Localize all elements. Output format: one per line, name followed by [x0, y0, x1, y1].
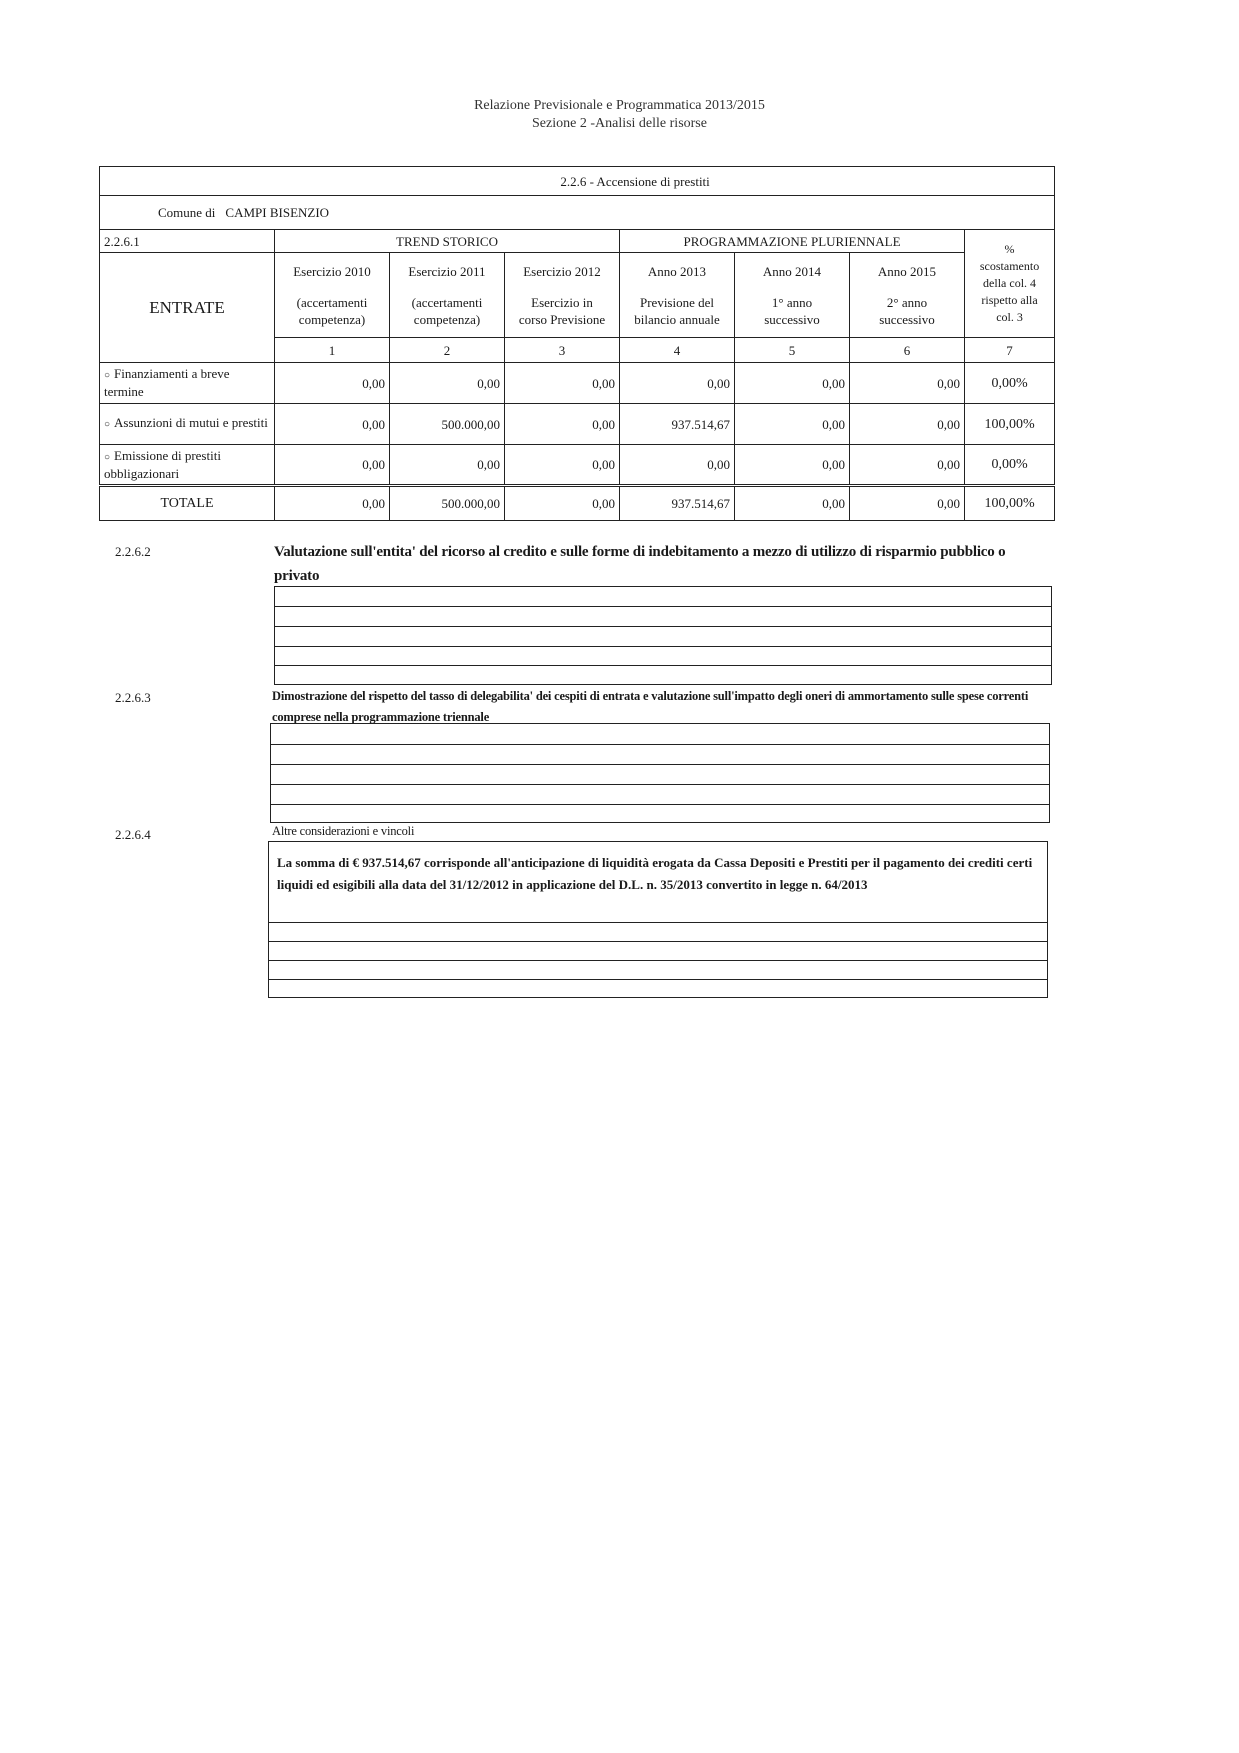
col-l2: Previsione del: [639, 294, 714, 310]
cell-value: 0,00: [850, 404, 965, 445]
total-value: 0,00: [735, 486, 850, 521]
total-value: 500.000,00: [390, 486, 505, 521]
row-label-text: Finanziamenti a breve termine: [104, 366, 230, 399]
col-l1: Esercizio 2010: [293, 263, 371, 279]
cell-value: 0,00: [620, 445, 735, 486]
row-label-text: Emissione di prestiti obbligazionari: [104, 447, 221, 481]
col-l1: Esercizio 2012: [523, 263, 601, 279]
column-number: 1: [275, 338, 390, 363]
total-value: 0,00: [850, 486, 965, 521]
cell-value: 0,00: [505, 404, 620, 445]
section-code-2263: 2.2.6.3: [115, 690, 151, 705]
comune-row: [100, 196, 1055, 230]
col-l3: competenza): [298, 311, 366, 327]
column-number: 5: [735, 338, 850, 363]
cell-pct: 100,00%: [965, 404, 1055, 445]
cell-value: 0,00: [275, 404, 390, 445]
col-l3: successivo: [879, 311, 935, 327]
pct-header: [965, 230, 1055, 338]
total-row: [100, 486, 1055, 521]
col-l3: competenza): [413, 311, 481, 327]
pct-header-l1: %: [1004, 242, 1015, 256]
document-header-subtitle: Sezione 2 -Analisi delle risorse: [532, 116, 707, 131]
col-l1: Anno 2014: [762, 263, 822, 279]
total-value: 0,00: [275, 486, 390, 521]
section-box-2264: [268, 841, 1048, 998]
table-row: [100, 363, 1055, 404]
table-row: [100, 445, 1055, 486]
cell-value: 0,00: [505, 445, 620, 486]
cell-value: 0,00: [390, 445, 505, 486]
total-label: TOTALE: [100, 486, 275, 521]
document-header-title: Relazione Previsionale e Programmatica 2013/2015: [474, 98, 765, 113]
entrate-header: ENTRATE: [100, 253, 275, 363]
cell-value: 0,00: [505, 363, 620, 404]
row-label: [100, 404, 275, 445]
column-number: 7: [965, 338, 1055, 363]
column-header-6: [850, 253, 965, 338]
column-header-1: [275, 253, 390, 338]
group-programmazione: PROGRAMMAZIONE PLURIENNALE: [620, 230, 965, 253]
col-l2: (accertamenti: [296, 294, 368, 310]
bullet-circle-icon: ○: [104, 370, 111, 381]
col-l2: (accertamenti: [411, 294, 483, 310]
cell-value: 0,00: [620, 363, 735, 404]
col-l2: 2° anno: [886, 294, 928, 310]
cell-pct: 0,00%: [965, 445, 1055, 486]
comune-name: CAMPI BISENZIO: [225, 205, 330, 220]
column-header-3: [505, 253, 620, 338]
section-note-2264: La somma di € 937.514,67 corrisponde all'anticipazione di liquidità erogata da Cassa Depositi e Prestiti per il pagamento dei crediti certi liquidi ed esigibili alla data del 31/12/2012 in applicazione del D.L. n. 35/2013 convertito in legge n. 64/2013: [277, 855, 1033, 892]
row-label: [100, 363, 275, 404]
comune-label: Comune di: [158, 205, 216, 220]
col-l3: successivo: [764, 311, 820, 327]
column-header-4: [620, 253, 735, 338]
bullet-circle-icon: ○: [104, 419, 111, 430]
total-value: 0,00: [505, 486, 620, 521]
cell-pct: 0,00%: [965, 363, 1055, 404]
total-value: 937.514,67: [620, 486, 735, 521]
column-number: 2: [390, 338, 505, 363]
table-title: 2.2.6 - Accensione di prestiti: [100, 167, 1055, 196]
cell-value: 0,00: [850, 363, 965, 404]
total-pct: 100,00%: [965, 486, 1055, 521]
cell-value: 0,00: [275, 363, 390, 404]
cell-value: 0,00: [390, 363, 505, 404]
row-label: [100, 445, 275, 486]
pct-header-l2: scostamento: [979, 259, 1040, 273]
cell-value: 937.514,67: [620, 404, 735, 445]
col-l1: Anno 2013: [647, 263, 707, 279]
pct-header-l5: col. 3: [996, 310, 1023, 324]
col-l3: corso Previsione: [518, 311, 606, 327]
cell-value: 0,00: [850, 445, 965, 486]
row-label-text: Assunzioni di mutui e prestiti: [114, 415, 268, 430]
prestiti-table: [99, 166, 1055, 521]
col-l1: Esercizio 2011: [408, 263, 486, 279]
col-l2: 1° anno: [771, 294, 813, 310]
group-trend-storico: TREND STORICO: [275, 230, 620, 253]
bullet-circle-icon: ○: [104, 451, 111, 463]
section-box-2262: [274, 586, 1052, 685]
col-l2: Esercizio in: [531, 294, 593, 310]
pct-header-l4: rispetto alla: [981, 293, 1038, 307]
section-code-2264: 2.2.6.4: [115, 827, 151, 842]
section-code-2262: 2.2.6.2: [115, 544, 151, 559]
section-box-2263: [270, 723, 1050, 823]
column-number: 4: [620, 338, 735, 363]
cell-value: 0,00: [735, 363, 850, 404]
cell-value: 0,00: [735, 445, 850, 486]
table-row: [100, 404, 1055, 445]
section-code: 2.2.6.1: [100, 230, 275, 253]
col-l3: bilancio annuale: [634, 311, 720, 327]
column-header-2: [390, 253, 505, 338]
section-text-2262: Valutazione sull'entita' del ricorso al credito e sulle forme di indebitamento a mezzo di utilizzo di risparmio pubblico o privato: [274, 544, 1006, 584]
cell-value: 0,00: [275, 445, 390, 486]
section-text-2264: Altre considerazioni e vincoli: [272, 824, 415, 838]
column-header-5: [735, 253, 850, 338]
pct-header-l3: della col. 4: [983, 276, 1037, 290]
column-number: 3: [505, 338, 620, 363]
col-l1: Anno 2015: [877, 263, 937, 279]
cell-value: 500.000,00: [390, 404, 505, 445]
section-text-2263: Dimostrazione del rispetto del tasso di delegabilita' dei cespiti di entrata e valutazione sull'impatto degli oneri di ammortamento sulle spese correnti comprese nella programmazione triennale: [272, 689, 1029, 724]
cell-value: 0,00: [735, 404, 850, 445]
column-number: 6: [850, 338, 965, 363]
